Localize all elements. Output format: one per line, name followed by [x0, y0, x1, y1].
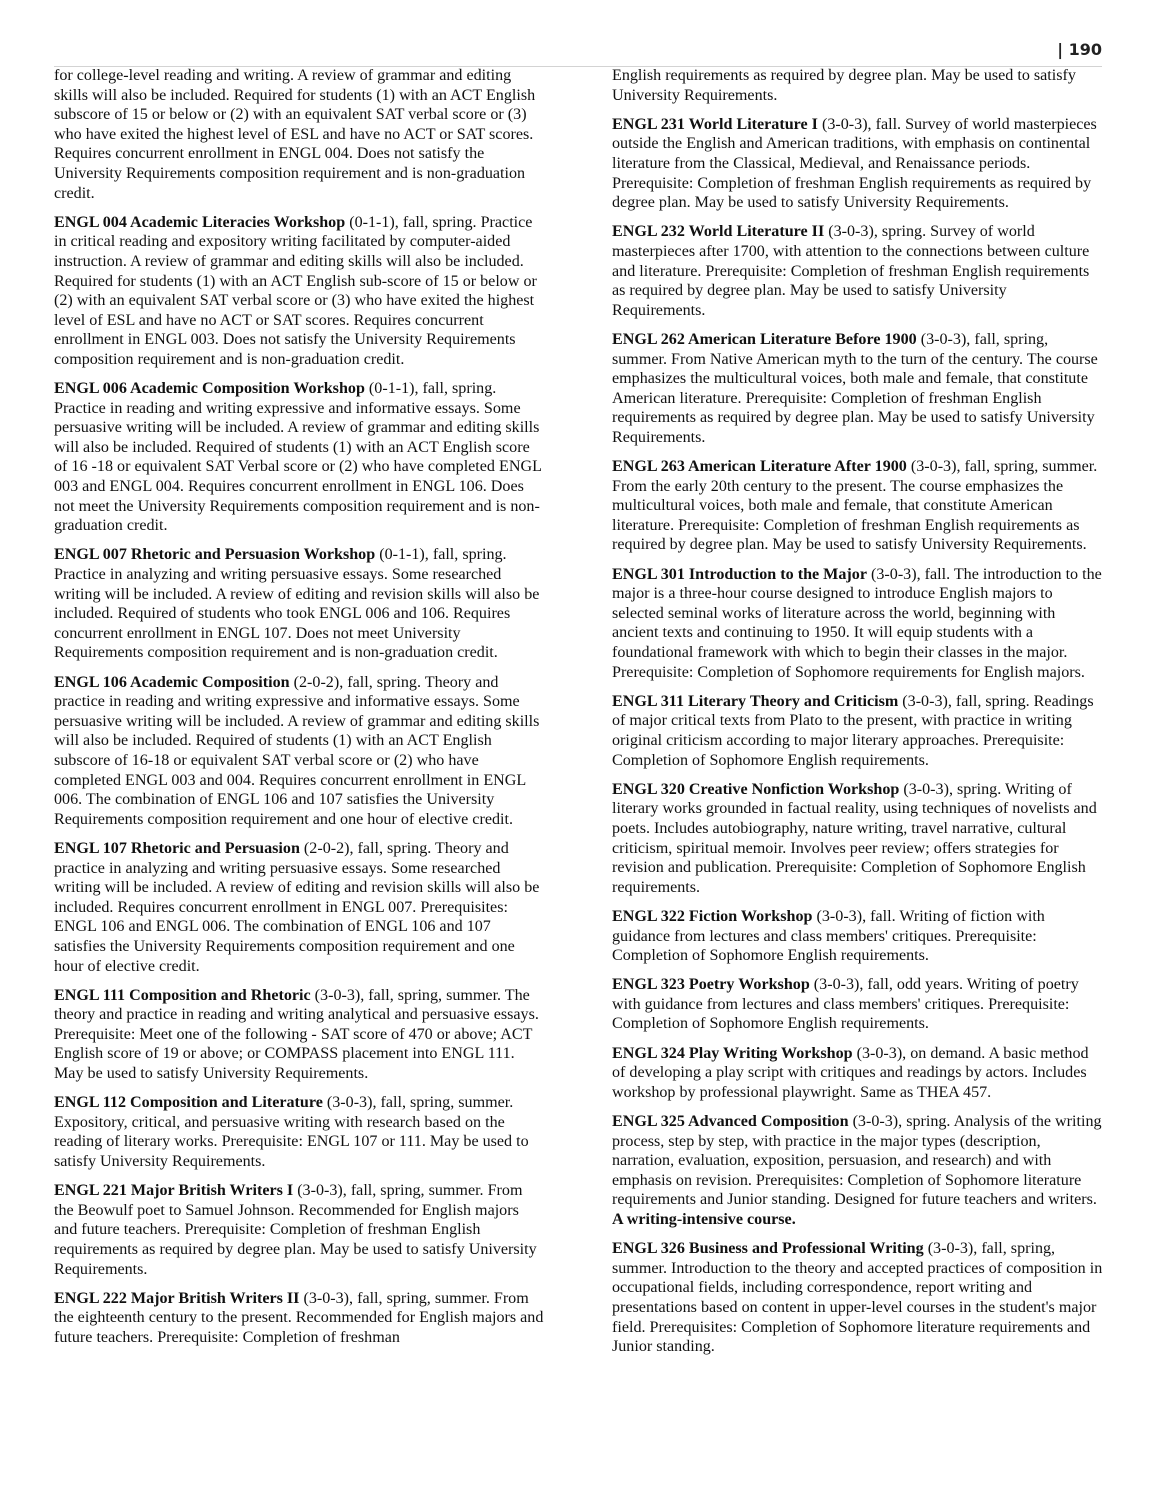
course-description: (3-0-3), fall. Writing of fiction with guidance from lectures and class members' critiques. Prerequisite: Completion of Sophomore English requirements. [612, 907, 1045, 965]
continued-paragraph: English requirements as required by degree plan. May be used to satisfy University Requirements. [612, 67, 1076, 104]
course-entry [54, 839, 546, 976]
course-description: (0-1-1), fall, spring. Practice in reading and writing expressive and informative essays. Some persuasive writing will be included. A review of grammar and editing skills will also be included. Required of students (1) with an ACT English score of 16 -18 or equivalent SAT Verbal score or (2) who have completed ENGL 003 and ENGL 004. Requires concurrent enrollment in ENGL 106. Does not meet the University Requirements composition requirement and is non-graduation credit. [54, 380, 542, 535]
course-title: ENGL 262 American Literature Before 1900 [612, 330, 917, 348]
course-entry [612, 330, 1104, 448]
course-title: ENGL 326 Business and Professional Writing [612, 1240, 924, 1258]
course-title: ENGL 320 Creative Nonfiction Workshop [612, 780, 900, 798]
course-description: (3-0-3), fall, spring. Readings of major critical texts from Plato to the present, with practice in writing original criticism according to major literary approaches. Prerequisite: Completion of Sophomore English requirements. [612, 692, 1094, 769]
course-description: (2-0-2), fall, spring. Theory and practice in reading and writing expressive and informative essays. Some persuasive writing will be included. A review of grammar and editing skills will also be included. Required of students (1) with an ACT English subscore of 16-18 or equivalent SAT verbal score or (2) who have completed ENGL 003 and 004. Requires concurrent enrollment in ENGL 006. The combination of ENGL 106 and 107 satisfies the University Requirements composition requirement and one hour of elective credit. [54, 673, 540, 828]
course-entry [54, 545, 546, 663]
course-title: ENGL 007 Rhetoric and Persuasion Workshop [54, 546, 376, 564]
course-title: ENGL 232 World Literature II [612, 223, 825, 241]
course-title: ENGL 107 Rhetoric and Persuasion [54, 839, 300, 857]
page-number: | 190 [1057, 40, 1102, 59]
course-title: ENGL 322 Fiction Workshop [612, 907, 813, 925]
course-title: ENGL 231 World Literature I [612, 115, 818, 133]
course-title: ENGL 263 American Literature After 1900 [612, 458, 907, 476]
writing-intensive-note: A writing-intensive course. [612, 1211, 796, 1228]
course-description: (3-0-3), fall, spring, summer. The theory and practice in reading and writing analytical and persuasive essays. Prerequisite: Meet one of the following - SAT score of 470 or above; ACT English score of 19 or above; or COMPASS placement into ENGL 111. May be used to satisfy University Requirements. [54, 986, 539, 1083]
course-description: (0-1-1), fall, spring. Practice in analyzing and writing persuasive essays. Some researched writing will be included. A review of editing and revision skills will also be included. Required of students who took ENGL 006 and 106. Requires concurrent enrollment in ENGL 107. Does not meet University Requirements composition requirement and is non-graduation credit. [54, 546, 540, 662]
course-description: (0-1-1), fall, spring. Practice in critical reading and expository writing facilitated by computer-aided instruction. A review of grammar and editing skills will also be included. Required for students (1) with an ACT English sub-score of 15 or below or (2) with an equivalent SAT verbal score or (3) who have exited the highest level of ESL and have no ACT or SAT scores. Requires concurrent enrollment in ENGL 003. Does not satisfy the University Requirements composition requirement and is non-graduation credit. [54, 213, 537, 368]
course-entry [54, 1289, 546, 1348]
course-title: ENGL 222 Major British Writers II [54, 1289, 300, 1307]
left-column [54, 66, 546, 1357]
course-entry [612, 115, 1104, 213]
course-description: (3-0-3), spring. Writing of literary works grounded in factual reality, using techniques of novelists and poets. Includes autobiography, nature writing, travel narrative, cultural criticism, spiritual memoir. Involves peer review; offers strategies for revision and publication. Prerequisite: Completion of Sophomore English requirements. [612, 780, 1097, 896]
course-entry [54, 673, 546, 830]
course-title: ENGL 301 Introduction to the Major [612, 565, 867, 583]
course-title: ENGL 112 Composition and Literature [54, 1094, 323, 1112]
course-description: (3-0-3), fall, spring, summer. Expository, critical, and persuasive writing with research based on the reading of literary works. Prerequisite: ENGL 107 or 111. May be used to satisfy University Requirements. [54, 1094, 529, 1171]
course-description: (3-0-3), on demand. A basic method of developing a play script with critiques and readings by actors. Includes workshop by professional playwright. Same as THEA 457. [612, 1044, 1089, 1101]
course-entry [54, 1181, 546, 1279]
course-entry [612, 1239, 1104, 1357]
course-entry [612, 565, 1104, 683]
course-entry [54, 1093, 546, 1171]
course-entry [612, 457, 1104, 555]
course-entry [612, 222, 1104, 320]
course-title: ENGL 221 Major British Writers I [54, 1182, 294, 1200]
right-column [612, 66, 1104, 1366]
course-title: ENGL 323 Poetry Workshop [612, 976, 810, 994]
course-entry [612, 975, 1104, 1034]
course-title: ENGL 004 Academic Literacies Workshop [54, 213, 346, 231]
course-title: ENGL 111 Composition and Rhetoric [54, 986, 311, 1004]
course-description: (2-0-2), fall, spring. Theory and practice in analyzing and writing persuasive essays. Some researched writing will be included. A review of editing and revision skills will also be included. Requires concurrent enrollment in ENGL 007. Prerequisites: ENGL 106 and ENGL 006. The combination of ENGL 106 and 107 satisfies the University Requirements composition requirement and one hour of elective credit. [54, 839, 540, 975]
course-entry [54, 213, 546, 370]
course-description: (3-0-3), fall. Survey of world masterpieces outside the English and American traditions, with emphasis on continental literature from the Classical, Medieval, and Renaissance periods. Prerequisite: Completion of freshman English requirements as required by degree plan. May be used to satisfy University Requirements. [612, 115, 1097, 212]
course-title: ENGL 325 Advanced Composition [612, 1113, 849, 1131]
course-description: (3-0-3), fall, spring, summer. From the Beowulf poet to Samuel Johnson. Recommended for English majors and future teachers. Prerequisite: Completion of freshman English requirements as required by degree plan. May be used to satisfy University Requirements. [54, 1182, 537, 1278]
course-description: (3-0-3), fall, spring, summer. From Native American myth to the turn of the century. The course emphasizes the multicultural voices, both male and female, that constitute American literature. Prerequisite: Completion of freshman English requirements as required by degree plan. May be used to satisfy University Requirements. [612, 330, 1098, 446]
course-entry [612, 1044, 1104, 1103]
course-description: (3-0-3), fall, spring, summer. From the eighteenth century to the present. Recommended for English majors and future teachers. Prerequisite: Completion of freshman [54, 1289, 544, 1346]
course-description: (3-0-3), spring. Analysis of the writing process, step by step, with practice in the major types (description, narration, evaluation, exposition, persuasion, and research) and with emphasis on revision. Prerequisites: Completion of Sophomore literature requirements and Junior standing. Designed for future teachers and writers. [612, 1113, 1102, 1209]
course-entry [54, 986, 546, 1084]
course-title: ENGL 006 Academic Composition Workshop [54, 380, 365, 398]
course-entry [612, 1112, 1104, 1230]
continued-paragraph: for college-level reading and writing. A review of grammar and editing skills will also be included. Required for students (1) with an ACT English subscore of 15 or below or (2) with an equivalent SAT verbal score or (3) who have exited the highest level of ESL and have no ACT or SAT scores. Requires concurrent enrollment in ENGL 004. Does not satisfy the University Requirements composition requirement and is non-graduation credit. [54, 67, 536, 202]
course-entry [54, 379, 546, 536]
course-title: ENGL 106 Academic Composition [54, 673, 290, 691]
course-title: ENGL 324 Play Writing Workshop [612, 1044, 853, 1062]
course-description: (3-0-3), spring. Survey of world masterpieces after 1700, with attention to the connections between culture and literature. Prerequisite: Completion of freshman English requirements as required by degree plan. May be used to satisfy University Requirements. [612, 223, 1090, 319]
course-description: (3-0-3), fall. The introduction to the major is a three-hour course designed to introduce English majors to selected seminal works of literature across the world, beginning with ancient texts and continuing to 1950. It will equip students with a foundational framework with which to begin their classes in the major. Prerequisite: Completion of Sophomore requirements for English majors. [612, 565, 1102, 681]
course-entry [612, 780, 1104, 898]
course-title: ENGL 311 Literary Theory and Criticism [612, 692, 899, 710]
course-description: (3-0-3), fall, odd years. Writing of poetry with guidance from lectures and class members' critiques. Prerequisite: Completion of Sophomore English requirements. [612, 976, 1079, 1033]
course-description: (3-0-3), fall, spring, summer. From the early 20th century to the present. The course emphasizes the multicultural voices, both male and female, that constitute American literature. Prerequisite: Completion of freshman English requirements as required by degree plan. May be used to satisfy University Requirements. [612, 458, 1098, 554]
course-entry [612, 907, 1104, 966]
course-description: (3-0-3), fall, spring, summer. Introduction to the theory and accepted practices of composition in occupational fields, including correspondence, report writing and presentations based on content in upper-level courses in the student's major field. Prerequisites: Completion of Sophomore literature requirements and Junior standing. [612, 1240, 1103, 1356]
course-entry [612, 692, 1104, 770]
